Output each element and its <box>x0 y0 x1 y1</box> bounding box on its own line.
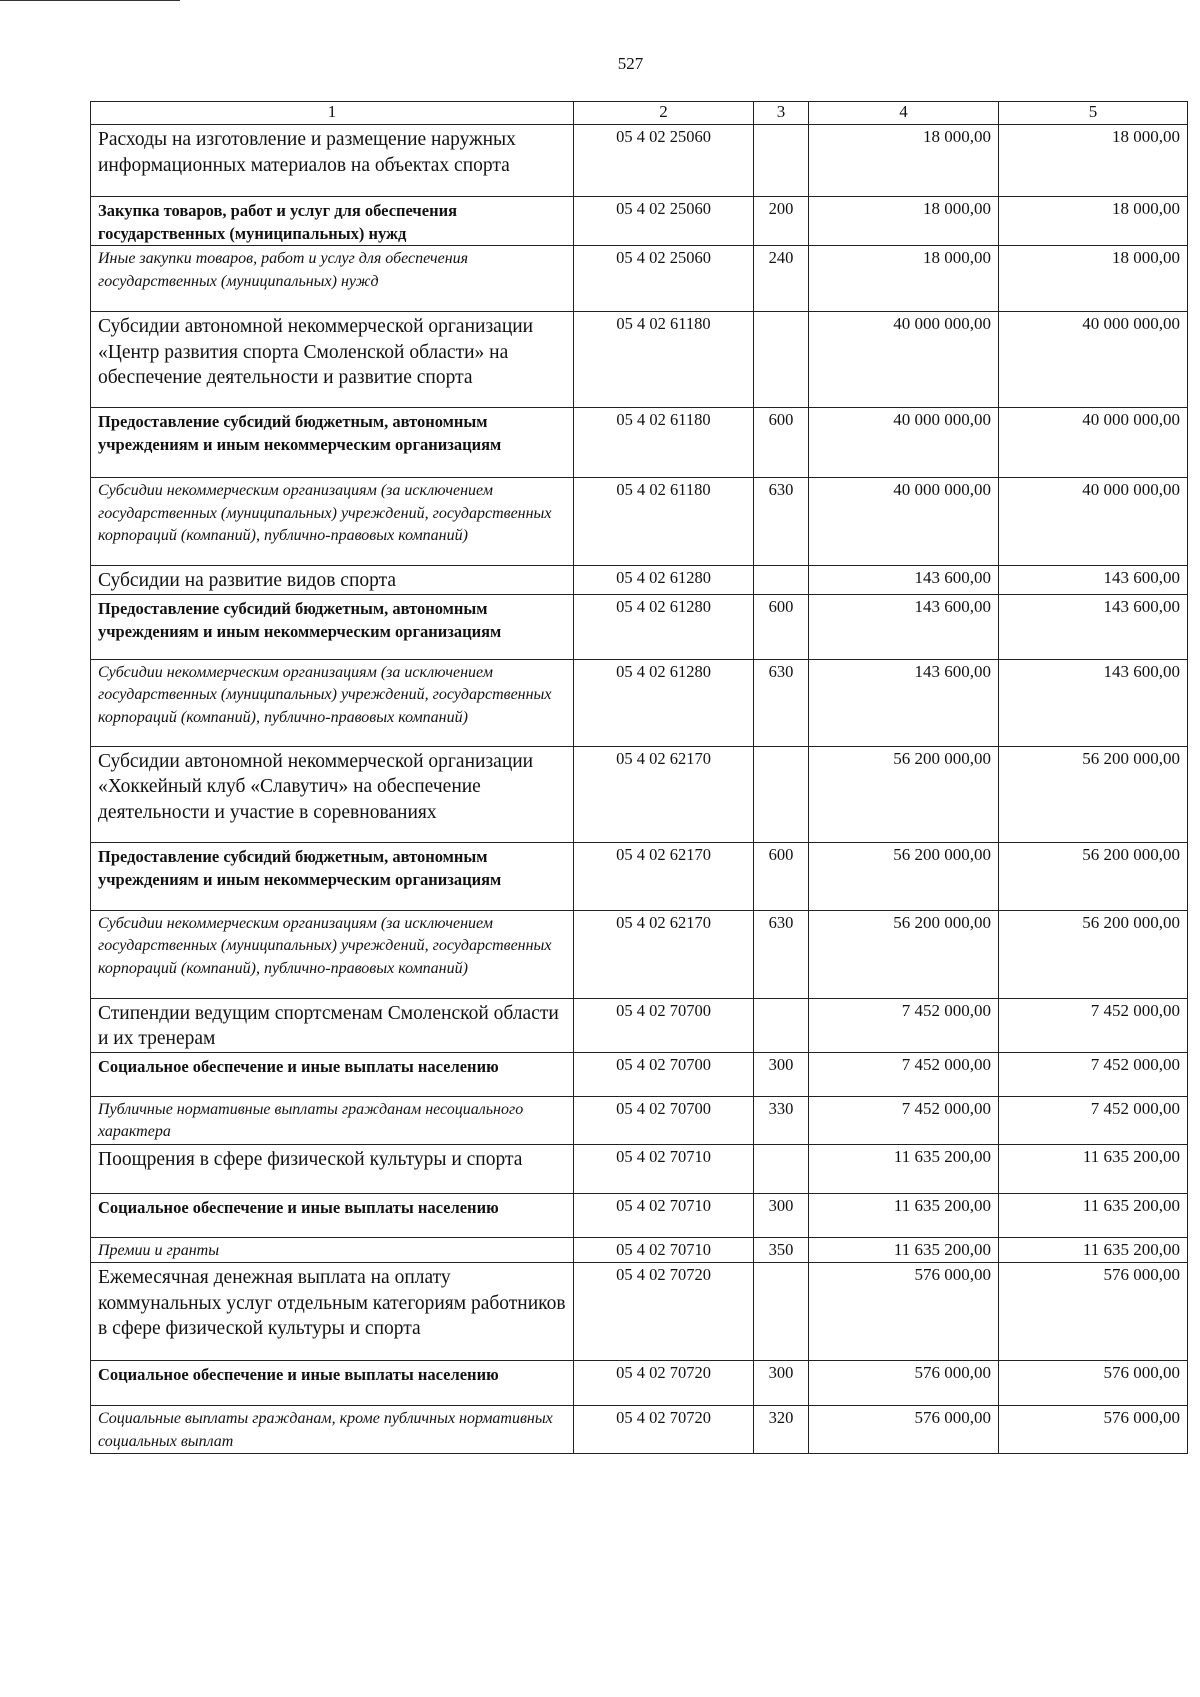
row-name: Социальное обеспечение и иные выплаты населению <box>91 1361 574 1406</box>
row-expense-type: 350 <box>754 1237 809 1263</box>
row-amount-1: 11 635 200,00 <box>809 1144 999 1193</box>
table-row <box>91 478 1188 566</box>
row-amount-2: 11 635 200,00 <box>999 1237 1188 1263</box>
row-amount-2: 143 600,00 <box>999 659 1188 746</box>
table-row <box>91 1193 1188 1237</box>
table-row <box>91 125 1188 197</box>
table-row <box>91 408 1188 478</box>
row-expense-type: 300 <box>754 1193 809 1237</box>
row-amount-1: 11 635 200,00 <box>809 1193 999 1237</box>
row-code: 05 4 02 62170 <box>574 910 754 998</box>
table-row <box>91 746 1188 842</box>
row-amount-1: 143 600,00 <box>809 566 999 595</box>
budget-table <box>90 101 1188 1454</box>
row-code: 05 4 02 70700 <box>574 1052 754 1096</box>
table-header-row <box>91 102 1188 125</box>
row-name: Субсидии некоммерческим организациям (за исключением государственных (муниципальных) учреждений, государственных корпораций (компаний), публично-правовых компаний) <box>91 659 574 746</box>
row-amount-2: 576 000,00 <box>999 1406 1188 1454</box>
row-amount-2: 7 452 000,00 <box>999 998 1188 1052</box>
row-amount-1: 40 000 000,00 <box>809 478 999 566</box>
row-code: 05 4 02 70710 <box>574 1237 754 1263</box>
row-name: Стипендии ведущим спортсменам Смоленской области и их тренерам <box>91 998 574 1052</box>
row-expense-type: 630 <box>754 659 809 746</box>
table-row <box>91 1263 1188 1361</box>
row-amount-1: 56 200 000,00 <box>809 842 999 910</box>
row-amount-1: 143 600,00 <box>809 594 999 659</box>
row-amount-1: 7 452 000,00 <box>809 998 999 1052</box>
table-row <box>91 1237 1188 1263</box>
row-amount-2: 7 452 000,00 <box>999 1052 1188 1096</box>
column-header-5: 5 <box>999 102 1188 125</box>
row-name: Субсидии автономной некоммерческой организации «Хоккейный клуб «Славутич» на обеспечение деятельности и участие в соревнованиях <box>91 746 574 842</box>
table-row <box>91 842 1188 910</box>
row-code: 05 4 02 25060 <box>574 125 754 197</box>
row-code: 05 4 02 62170 <box>574 842 754 910</box>
row-expense-type: 320 <box>754 1406 809 1454</box>
row-name: Закупка товаров, работ и услуг для обеспечения государственных (муниципальных) нужд <box>91 197 574 246</box>
row-name: Расходы на изготовление и размещение наружных информационных материалов на объектах спорта <box>91 125 574 197</box>
row-amount-2: 40 000 000,00 <box>999 478 1188 566</box>
row-expense-type <box>754 1263 809 1361</box>
row-amount-1: 576 000,00 <box>809 1263 999 1361</box>
row-expense-type <box>754 125 809 197</box>
row-code: 05 4 02 70710 <box>574 1193 754 1237</box>
row-name: Субсидии автономной некоммерческой организации «Центр развития спорта Смоленской области» на обеспечение деятельности и развитие спорта <box>91 312 574 408</box>
row-name: Премии и гранты <box>91 1237 574 1263</box>
row-amount-2: 56 200 000,00 <box>999 842 1188 910</box>
table-row <box>91 910 1188 998</box>
row-amount-2: 56 200 000,00 <box>999 910 1188 998</box>
table-row <box>91 1096 1188 1144</box>
row-name: Субсидии на развитие видов спорта <box>91 566 574 595</box>
row-amount-1: 56 200 000,00 <box>809 746 999 842</box>
row-expense-type <box>754 746 809 842</box>
row-amount-1: 7 452 000,00 <box>809 1052 999 1096</box>
row-code: 05 4 02 61280 <box>574 566 754 595</box>
row-code: 05 4 02 25060 <box>574 246 754 312</box>
table-row <box>91 197 1188 246</box>
row-amount-1: 143 600,00 <box>809 659 999 746</box>
row-amount-2: 40 000 000,00 <box>999 312 1188 408</box>
row-name: Иные закупки товаров, работ и услуг для обеспечения государственных (муниципальных) нужд <box>91 246 574 312</box>
row-expense-type <box>754 1144 809 1193</box>
row-code: 05 4 02 61280 <box>574 594 754 659</box>
row-code: 05 4 02 25060 <box>574 197 754 246</box>
row-code: 05 4 02 61180 <box>574 312 754 408</box>
row-amount-1: 11 635 200,00 <box>809 1237 999 1263</box>
corner-rule <box>0 0 180 1</box>
row-expense-type: 300 <box>754 1052 809 1096</box>
row-code: 05 4 02 70720 <box>574 1263 754 1361</box>
row-code: 05 4 02 62170 <box>574 746 754 842</box>
row-name: Поощрения в сфере физической культуры и спорта <box>91 1144 574 1193</box>
row-name: Субсидии некоммерческим организациям (за исключением государственных (муниципальных) учреждений, государственных корпораций (компаний), публично-правовых компаний) <box>91 910 574 998</box>
row-expense-type: 630 <box>754 478 809 566</box>
row-amount-1: 56 200 000,00 <box>809 910 999 998</box>
table-row <box>91 1144 1188 1193</box>
row-amount-2: 576 000,00 <box>999 1361 1188 1406</box>
row-expense-type: 630 <box>754 910 809 998</box>
table-row <box>91 312 1188 408</box>
row-amount-2: 11 635 200,00 <box>999 1144 1188 1193</box>
row-name: Предоставление субсидий бюджетным, автономным учреждениям и иным некоммерческим организациям <box>91 842 574 910</box>
row-amount-2: 11 635 200,00 <box>999 1193 1188 1237</box>
row-expense-type <box>754 312 809 408</box>
row-code: 05 4 02 70700 <box>574 1096 754 1144</box>
row-name: Социальное обеспечение и иные выплаты населению <box>91 1052 574 1096</box>
table-row <box>91 1052 1188 1096</box>
row-code: 05 4 02 70710 <box>574 1144 754 1193</box>
row-name: Предоставление субсидий бюджетным, автономным учреждениям и иным некоммерческим организациям <box>91 408 574 478</box>
table-row <box>91 566 1188 595</box>
table-row <box>91 998 1188 1052</box>
table-row <box>91 1406 1188 1454</box>
row-amount-2: 7 452 000,00 <box>999 1096 1188 1144</box>
row-amount-2: 18 000,00 <box>999 197 1188 246</box>
row-name: Ежемесячная денежная выплата на оплату коммунальных услуг отдельным категориям работников в сфере физической культуры и спорта <box>91 1263 574 1361</box>
row-name: Предоставление субсидий бюджетным, автономным учреждениям и иным некоммерческим организациям <box>91 594 574 659</box>
table-row <box>91 246 1188 312</box>
row-code: 05 4 02 70700 <box>574 998 754 1052</box>
row-amount-1: 40 000 000,00 <box>809 312 999 408</box>
row-amount-2: 143 600,00 <box>999 566 1188 595</box>
row-name: Социальное обеспечение и иные выплаты населению <box>91 1193 574 1237</box>
row-expense-type: 600 <box>754 408 809 478</box>
column-header-2: 2 <box>574 102 754 125</box>
row-name: Субсидии некоммерческим организациям (за исключением государственных (муниципальных) учреждений, государственных корпораций (компаний), публично-правовых компаний) <box>91 478 574 566</box>
table-row <box>91 594 1188 659</box>
row-amount-1: 18 000,00 <box>809 246 999 312</box>
row-amount-1: 40 000 000,00 <box>809 408 999 478</box>
row-code: 05 4 02 61180 <box>574 408 754 478</box>
row-amount-1: 18 000,00 <box>809 197 999 246</box>
row-amount-2: 40 000 000,00 <box>999 408 1188 478</box>
row-amount-1: 7 452 000,00 <box>809 1096 999 1144</box>
row-expense-type: 240 <box>754 246 809 312</box>
row-expense-type <box>754 566 809 595</box>
page-number: 527 <box>617 54 644 73</box>
row-name: Социальные выплаты гражданам, кроме публичных нормативных социальных выплат <box>91 1406 574 1454</box>
row-expense-type: 600 <box>754 842 809 910</box>
table-row <box>91 1361 1188 1406</box>
row-expense-type: 300 <box>754 1361 809 1406</box>
table-row <box>91 659 1188 746</box>
row-expense-type: 200 <box>754 197 809 246</box>
column-header-3: 3 <box>754 102 809 125</box>
row-amount-2: 576 000,00 <box>999 1263 1188 1361</box>
row-code: 05 4 02 70720 <box>574 1361 754 1406</box>
row-amount-1: 576 000,00 <box>809 1406 999 1454</box>
row-amount-2: 143 600,00 <box>999 594 1188 659</box>
table-body <box>91 125 1188 1454</box>
column-header-4: 4 <box>809 102 999 125</box>
row-expense-type: 330 <box>754 1096 809 1144</box>
row-amount-1: 576 000,00 <box>809 1361 999 1406</box>
row-amount-1: 18 000,00 <box>809 125 999 197</box>
row-amount-2: 18 000,00 <box>999 246 1188 312</box>
row-amount-2: 18 000,00 <box>999 125 1188 197</box>
row-code: 05 4 02 61180 <box>574 478 754 566</box>
row-code: 05 4 02 70720 <box>574 1406 754 1454</box>
row-code: 05 4 02 61280 <box>574 659 754 746</box>
column-header-1: 1 <box>91 102 574 125</box>
row-expense-type: 600 <box>754 594 809 659</box>
row-amount-2: 56 200 000,00 <box>999 746 1188 842</box>
row-expense-type <box>754 998 809 1052</box>
row-name: Публичные нормативные выплаты гражданам несоциального характера <box>91 1096 574 1144</box>
